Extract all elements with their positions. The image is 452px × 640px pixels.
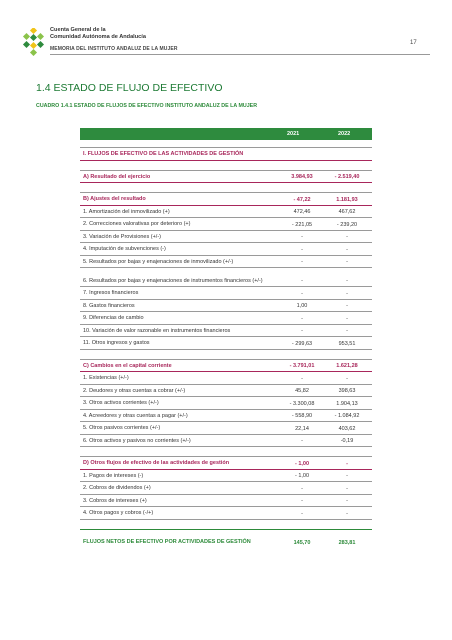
row-label: 7. Ingresos financieros	[83, 290, 139, 296]
value-2022: -	[346, 234, 348, 240]
row-label: C) Cambios en el capital corriente	[83, 362, 172, 369]
value-2021: - 3.791,01	[289, 363, 315, 369]
value-2021: - 47,22	[293, 196, 311, 203]
row-label: 2. Correcciones valorativas por deterioro (+)	[83, 221, 191, 227]
table-row	[80, 397, 372, 410]
table-row	[80, 495, 372, 508]
table-row	[80, 300, 372, 313]
row-label: D) Otros flujos de efectivo de las actividades de gestión	[83, 460, 230, 466]
value-2022: - 2.519,40	[334, 174, 360, 180]
row-label: 5. Resultados por bajas y enajenaciones de inmovilizado (+/-)	[83, 258, 234, 265]
row-label: 4. Imputación de subvenciones (-)	[83, 246, 166, 252]
document-header: MEMORIA DEL INSTITUTO ANDALUZ DE LA MUJER	[50, 46, 178, 52]
section-title: 1.4 ESTADO DE FLUJO DE EFECTIVO	[36, 82, 223, 94]
value-2022: -0,19	[340, 438, 354, 444]
row-label: FLUJOS NETOS DE EFECTIVO POR ACTIVIDADES DE GESTIÓN	[83, 539, 251, 545]
table-row	[80, 231, 372, 244]
section-row	[80, 148, 372, 161]
table-row	[80, 256, 372, 269]
value-2021: -	[301, 259, 303, 265]
value-2021: - 3.300,08	[289, 400, 315, 407]
value-2021: - 299,63	[291, 340, 313, 347]
value-2021: -	[301, 438, 303, 444]
value-2022: - 239,20	[336, 221, 358, 228]
table-row	[80, 206, 372, 219]
value-2021: -	[301, 315, 303, 322]
row-label: 2. Cobros de dividendos (+)	[83, 485, 151, 491]
table-row	[80, 243, 372, 256]
table-row	[80, 218, 372, 231]
row-label: 5. Otros pasivos corrientes (+/-)	[83, 425, 161, 431]
value-2021: 145,70	[293, 539, 311, 546]
value-2022: 467,62	[338, 209, 356, 215]
row-label: 4. Otros pagos y cobros (-/+)	[83, 510, 154, 516]
value-2021: -	[301, 375, 303, 382]
row-label: 1. Existencias (+/-)	[83, 375, 129, 381]
value-2022: 283,81	[338, 539, 356, 546]
table-header-row	[80, 128, 372, 140]
row-label: 3. Cobros de intereses (+)	[83, 497, 147, 504]
value-2021: -	[301, 498, 303, 504]
table-row	[80, 507, 372, 520]
value-2022: -	[346, 315, 348, 322]
page-number: 17	[410, 40, 417, 46]
value-2022: 398,63	[338, 388, 356, 394]
row-spacer	[80, 161, 372, 170]
value-2021: 45,82	[295, 388, 309, 394]
value-2022: -	[346, 303, 348, 309]
row-label: 3. Otros activos corrientes (+/-)	[83, 400, 159, 406]
table-row	[80, 312, 372, 325]
section-row	[80, 456, 372, 470]
value-2022: -	[346, 473, 348, 479]
total-row	[80, 529, 372, 548]
org-line-2: Comunidad Autónoma de Andalucía	[50, 34, 146, 40]
table-body	[80, 140, 372, 548]
row-label: 11. Otros ingresos y gastos	[83, 340, 150, 346]
section-row	[80, 170, 372, 184]
value-2021: 3.984,93	[291, 174, 313, 180]
value-2022: -	[346, 246, 348, 253]
table-row	[80, 385, 372, 398]
table-row	[80, 325, 372, 338]
row-label: 9. Diferencias de cambio	[83, 315, 144, 321]
cash-flow-table	[80, 128, 372, 548]
table-row	[80, 410, 372, 423]
row-label: B) Ajustes del resultado	[83, 196, 146, 202]
value-2021: - 558,90	[291, 413, 313, 419]
organization-name	[50, 27, 146, 41]
value-2022: -	[346, 290, 348, 297]
value-2021: -	[301, 234, 303, 240]
value-2022: 953,51	[338, 340, 356, 347]
row-spacer	[80, 183, 372, 192]
value-2021: -	[301, 246, 303, 253]
value-2021: -	[301, 328, 303, 334]
value-2021: 1,00	[296, 303, 308, 309]
value-2021: 22,14	[295, 425, 309, 432]
table-row	[80, 470, 372, 483]
value-2022: -	[346, 328, 348, 334]
row-spacer	[80, 447, 372, 456]
table-row	[80, 422, 372, 435]
section-row	[80, 359, 372, 373]
row-label: 8. Gastos financieros	[83, 302, 135, 309]
value-2022: -	[346, 259, 348, 265]
column-header-2021: 2021	[287, 131, 300, 137]
value-2021: - 1,00	[294, 460, 310, 467]
value-2021: -	[301, 510, 303, 517]
section-row	[80, 192, 372, 206]
row-label: 10. Variación de valor razonable en instrumentos financieros	[83, 327, 231, 334]
row-label: I. FLUJOS DE EFECTIVO DE LAS ACTIVIDADES DE GESTIÓN	[83, 151, 244, 157]
value-2021: -	[301, 290, 303, 297]
value-2021: -	[301, 485, 303, 492]
row-label: 2. Deudores y otras cuentas a cobrar (+/-)	[83, 387, 186, 394]
value-2022: -	[346, 460, 348, 467]
value-2022: - 1.084,92	[334, 413, 360, 419]
table-title: CUADRO 1.4.1 ESTADO DE FLUJOS DE EFECTIVO INSTITUTO ANDALUZ DE LA MUJER	[36, 103, 258, 109]
value-2022: -	[346, 375, 348, 382]
row-spacer	[80, 350, 372, 359]
institution-logo	[22, 28, 44, 56]
row-label: A) Resultado del ejercicio	[83, 173, 151, 180]
blank-row	[80, 140, 372, 148]
row-label: 6. Resultados por bajas y enajenaciones de instrumentos financieros (+/-)	[83, 277, 263, 284]
value-2022: 1.181,93	[336, 196, 358, 203]
value-2022: -	[346, 498, 348, 504]
table-row	[80, 337, 372, 350]
row-label: 4. Acreedores y otras cuentas a pagar (+/-)	[83, 412, 188, 419]
value-2021: -	[301, 278, 303, 284]
header-divider	[50, 54, 430, 55]
org-line-1: Cuenta General de la	[50, 27, 106, 33]
row-label: 6. Otros activos y pasivos no corrientes (+/-)	[83, 437, 191, 444]
table-row	[80, 435, 372, 448]
row-spacer	[80, 520, 372, 529]
value-2022: 1.621,28	[336, 363, 358, 369]
column-header-2022: 2022	[338, 131, 351, 137]
value-2021: - 1,00	[294, 473, 310, 479]
row-label: 1. Pagos de intereses (-)	[83, 472, 144, 479]
value-2021: 472,46	[293, 209, 311, 215]
value-2022: -	[346, 278, 348, 284]
row-label: 3. Variación de Provisiones (+/-)	[83, 233, 162, 240]
value-2022: -	[346, 485, 348, 492]
table-row	[80, 482, 372, 495]
value-2022: 1.904,13	[336, 400, 358, 407]
table-row	[80, 268, 372, 287]
value-2022: 403,62	[338, 425, 356, 432]
row-label: 1. Amortización del inmovilizado (+)	[83, 208, 170, 215]
table-row	[80, 372, 372, 385]
value-2022: -	[346, 510, 348, 517]
table-row	[80, 287, 372, 300]
value-2021: - 221,05	[291, 221, 313, 228]
